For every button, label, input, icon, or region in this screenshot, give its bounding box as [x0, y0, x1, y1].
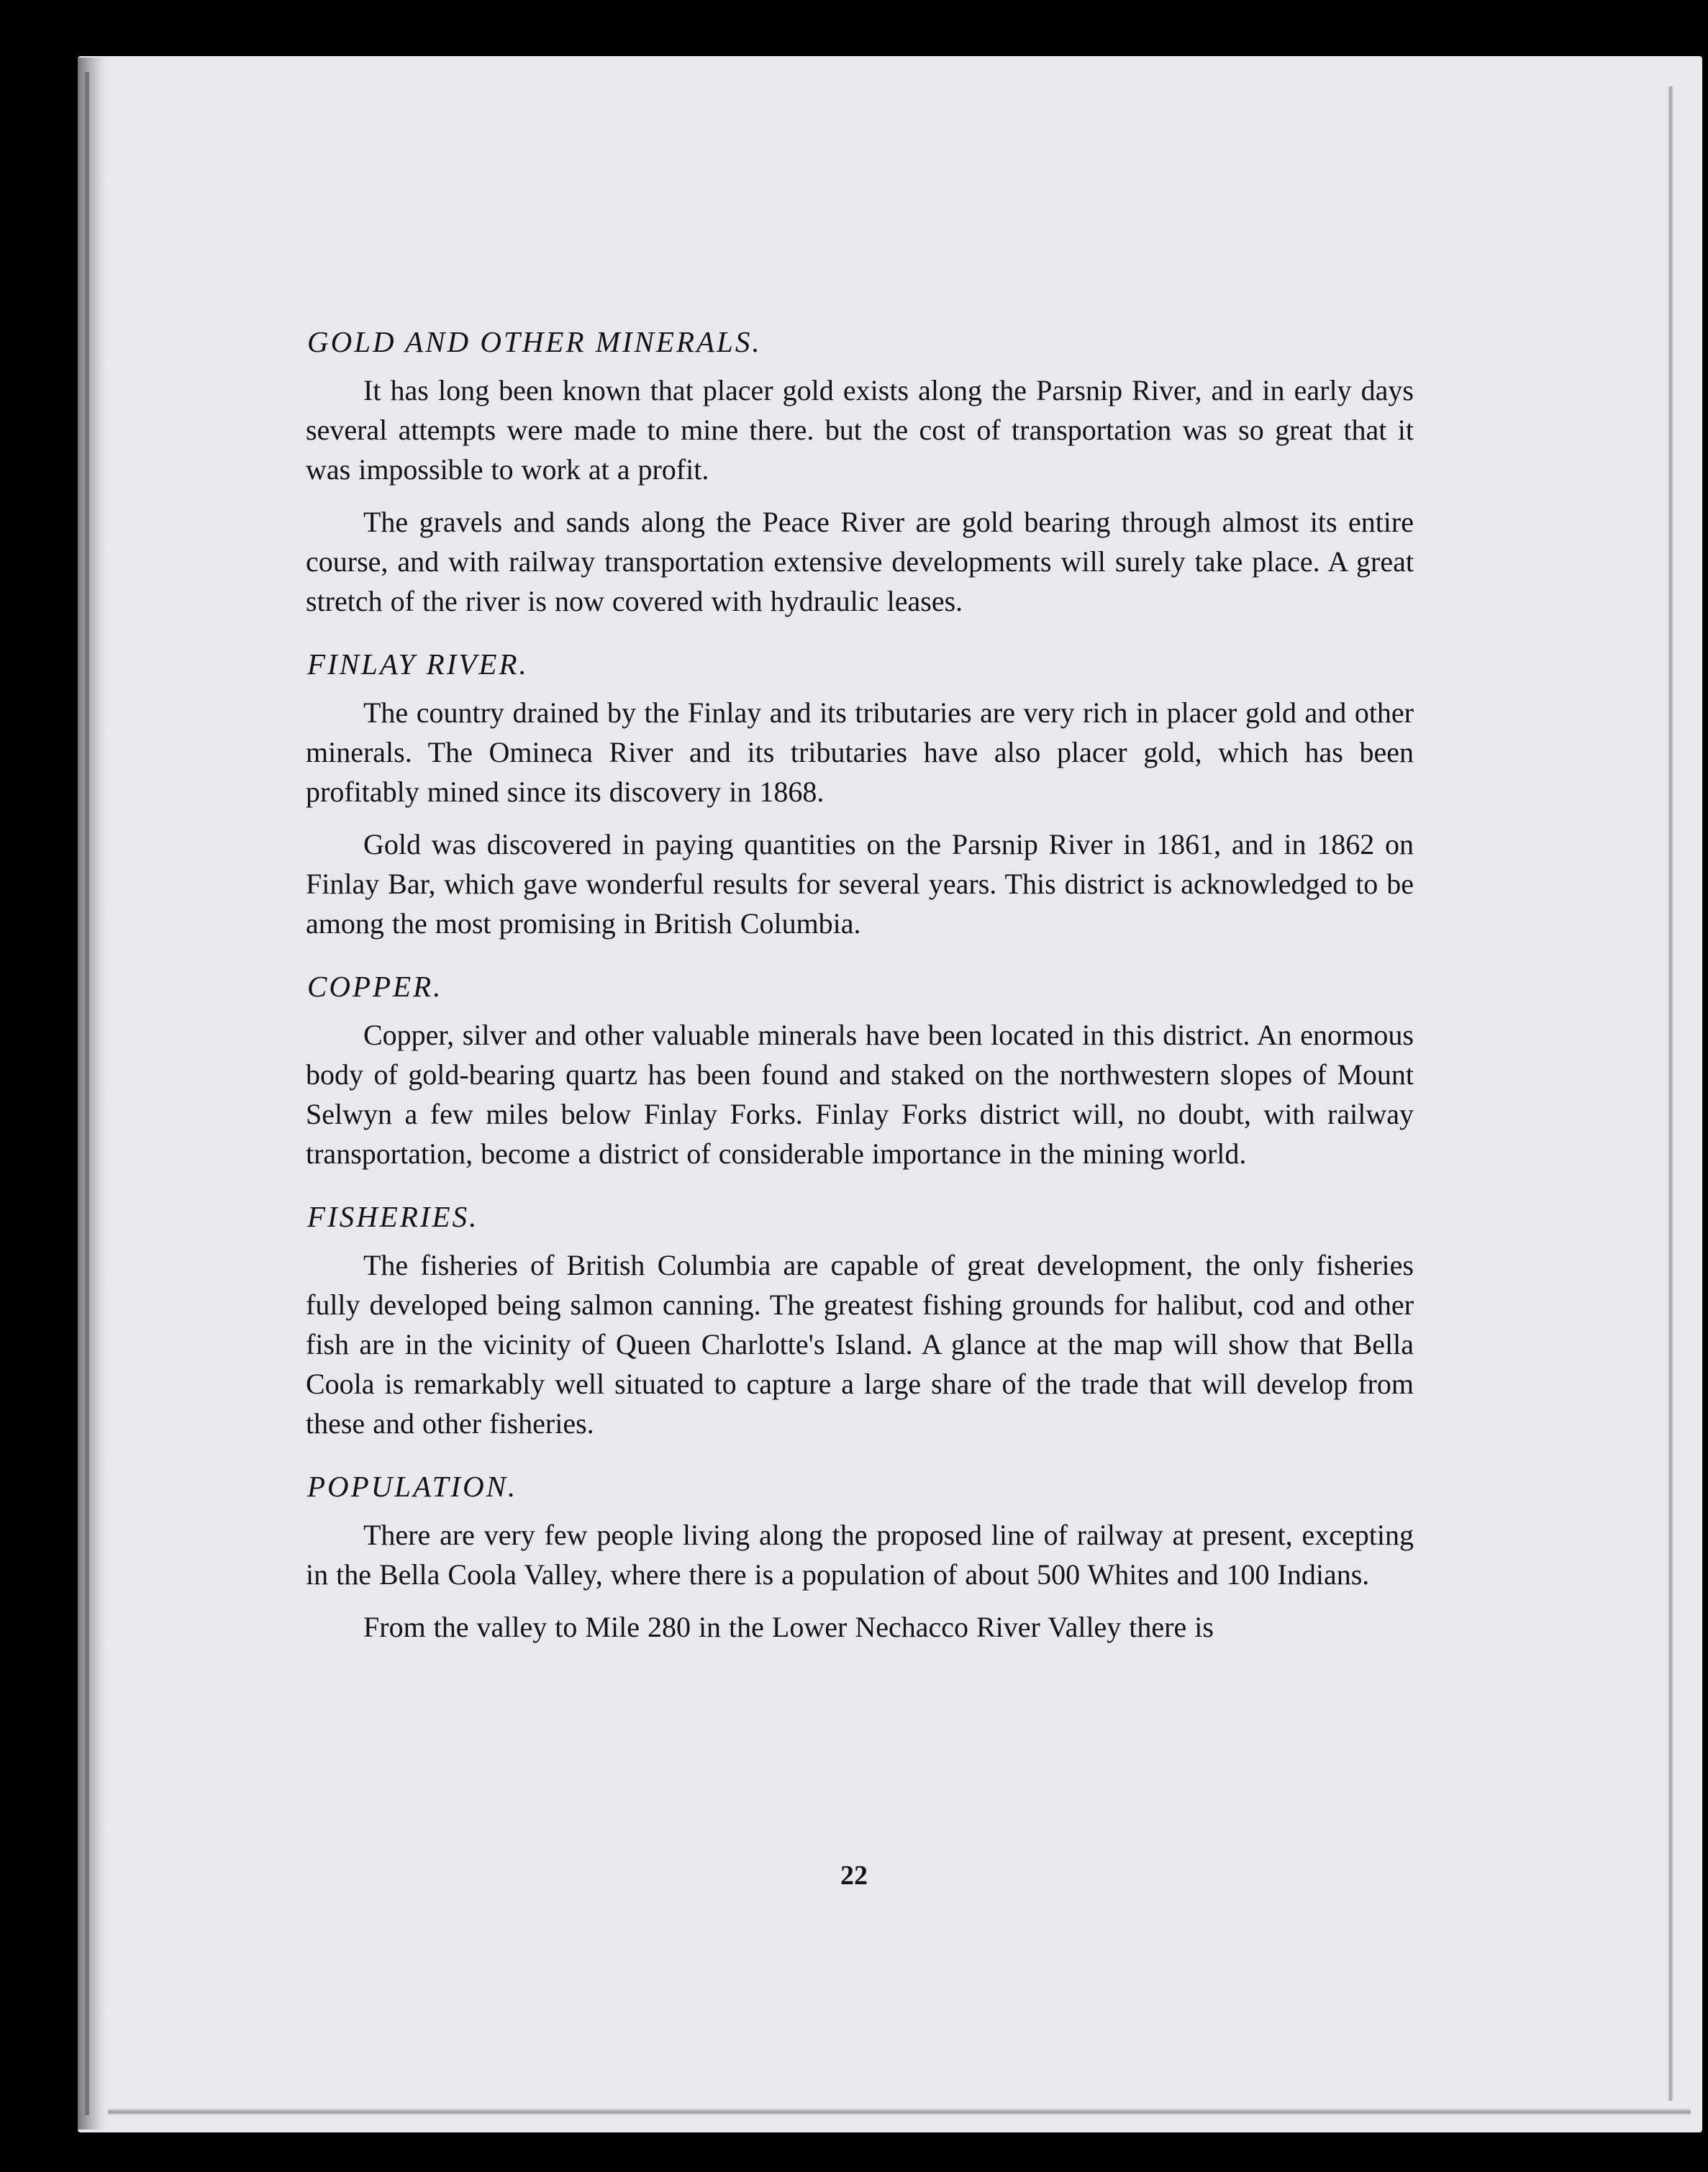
binding-edge-line: [85, 72, 89, 2115]
section-heading: COPPER.: [307, 970, 443, 1003]
section-heading: FINLAY RIVER.: [307, 647, 529, 681]
paragraph: Copper, silver and other valuable minerals have been located in this district. An enormous body of gold-bearing quartz has been found and staked on the northwestern slopes of Mount Selwyn a few miles below Finlay Forks. Finlay Forks district will, no doubt, with railway transportation, become a district of considerable importance in the mining world.: [306, 1019, 1414, 1170]
paragraph: There are very few people living along the proposed line of railway at present, excepting in the Bella Coola Valley, where there is a population of about 500 Whites and 100 Indians.: [306, 1519, 1414, 1591]
paragraph: The gravels and sands along the Peace River are gold bearing through almost its entire course, and with railway transportation extensive developments will surely take place. A great stretch of the river is now covered with hydraulic leases.: [306, 506, 1414, 617]
section-finlay-river: [306, 642, 1414, 943]
paragraph: Gold was discovered in paying quantities on the Parsnip River in 1861, and in 1862 on Finlay Bar, which gave wonderful results for several years. This district is acknowledged to be among the most promising in British Columbia.: [306, 828, 1414, 940]
paragraph: It has long been known that placer gold exists along the Parsnip River, and in early days several attempts were made to mine there. but the cost of transportation was so great that it was impossible to work at a profit.: [306, 374, 1414, 486]
section-heading: POPULATION.: [307, 1470, 518, 1503]
page-bottom-edge: [108, 2108, 1691, 2115]
paragraph: The country drained by the Finlay and its tributaries are very rich in placer gold and other minerals. The Omineca River and its tributaries have also placer gold, which has been profitably mined since its discovery in 1868.: [306, 696, 1414, 808]
page-number: 22: [840, 1860, 868, 1891]
section-heading: FISHERIES.: [307, 1200, 479, 1233]
binding-gutter: [78, 58, 106, 2130]
page-right-edge: [1668, 86, 1673, 2101]
section-fisheries: [306, 1195, 1414, 1443]
section-heading: GOLD AND OTHER MINERALS.: [307, 325, 762, 358]
section-population: [306, 1465, 1414, 1647]
section-copper: [306, 965, 1414, 1173]
paragraph: From the valley to Mile 280 in the Lower Nechacco River Valley there is: [363, 1611, 1214, 1643]
paragraph: The fisheries of British Columbia are capable of great development, the only fisheries fully developed being salmon canning. The greatest fishing grounds for halibut, cod and other fish are in the vicinity of Queen Charlotte's Island. A glance at the map will show that Bella Coola is remarkably well situated to capture a large share of the trade that will develop from these and other fisheries.: [306, 1249, 1414, 1440]
section-gold-and-other-minerals: [306, 320, 1414, 621]
page-content: [306, 320, 1414, 1668]
